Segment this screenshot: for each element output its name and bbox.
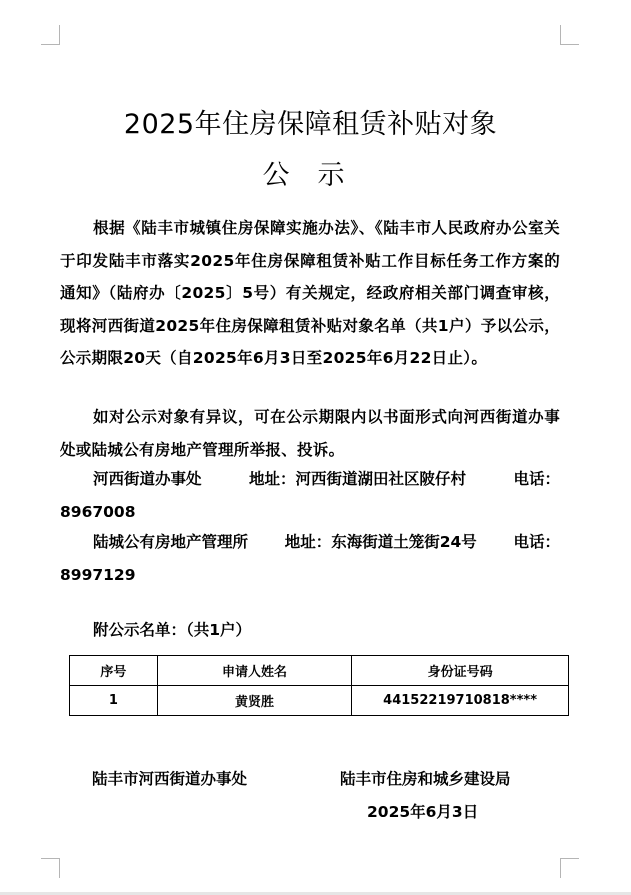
contact-block (60, 463, 560, 528)
crop-mark-top-left (41, 25, 60, 45)
cell-index: 1 (70, 686, 158, 716)
contact-phone: 8967008 (60, 502, 136, 521)
contact-block (60, 526, 560, 591)
roster-table (69, 655, 569, 716)
cell-id-number: 44152219710818**** (352, 686, 569, 716)
contact-address: 地址：河西街道湖田社区陂仔村 (248, 470, 466, 488)
contact-phone: 8997129 (60, 565, 136, 584)
header-applicant-name: 申请人姓名 (157, 656, 351, 686)
document-title: 2025年住房保障租赁补贴对象 (123, 109, 498, 140)
crop-mark-bottom-right (560, 858, 579, 878)
contact-org: 河西街道办事处 (93, 470, 202, 488)
header-id-number: 身份证号码 (352, 656, 569, 686)
contact-org: 陆城公有房地产管理所 (93, 533, 249, 551)
crop-mark-bottom-left (41, 858, 60, 878)
table-header-row (70, 656, 569, 686)
document-subtitle: 公示 (262, 160, 373, 191)
crop-mark-top-right (560, 25, 579, 45)
cell-applicant-name: 黄贤胜 (157, 686, 351, 716)
contact-phone-label: 电话： (513, 533, 560, 551)
paragraph-objection: 如对公示对象有异议，可在公示期限内以书面形式向河西街道办事处或陆城公有房地产管理所举报、投诉。 (60, 408, 560, 459)
contact-phone-label: 电话： (513, 470, 560, 488)
header-index: 序号 (70, 656, 158, 686)
signature-date: 2025年6月3日 (367, 803, 479, 821)
list-title: 附公示名单：（共1户） (93, 621, 252, 639)
table-row (70, 686, 569, 716)
signature-left: 陆丰市河西街道办事处 (92, 770, 248, 788)
contact-address: 地址：东海街道土笼街24号 (284, 533, 477, 551)
paragraph-basis: 根据《陆丰市城镇住房保障实施办法》、《陆丰市人民政府办公室关于印发陆丰市落实2025年住房保障租赁补贴工作目标任务工作方案的通知》（陆府办〔2025〕5号）有关规定，经政府相关部门调查审核，现将河西街道2025年住房保障租赁补贴对象名单（共1户）予以公示，公示期限20天（自2025年6月3日至2025年6月22日止）。 (60, 219, 560, 367)
signature-right: 陆丰市住房和城乡建设局 (340, 770, 511, 788)
